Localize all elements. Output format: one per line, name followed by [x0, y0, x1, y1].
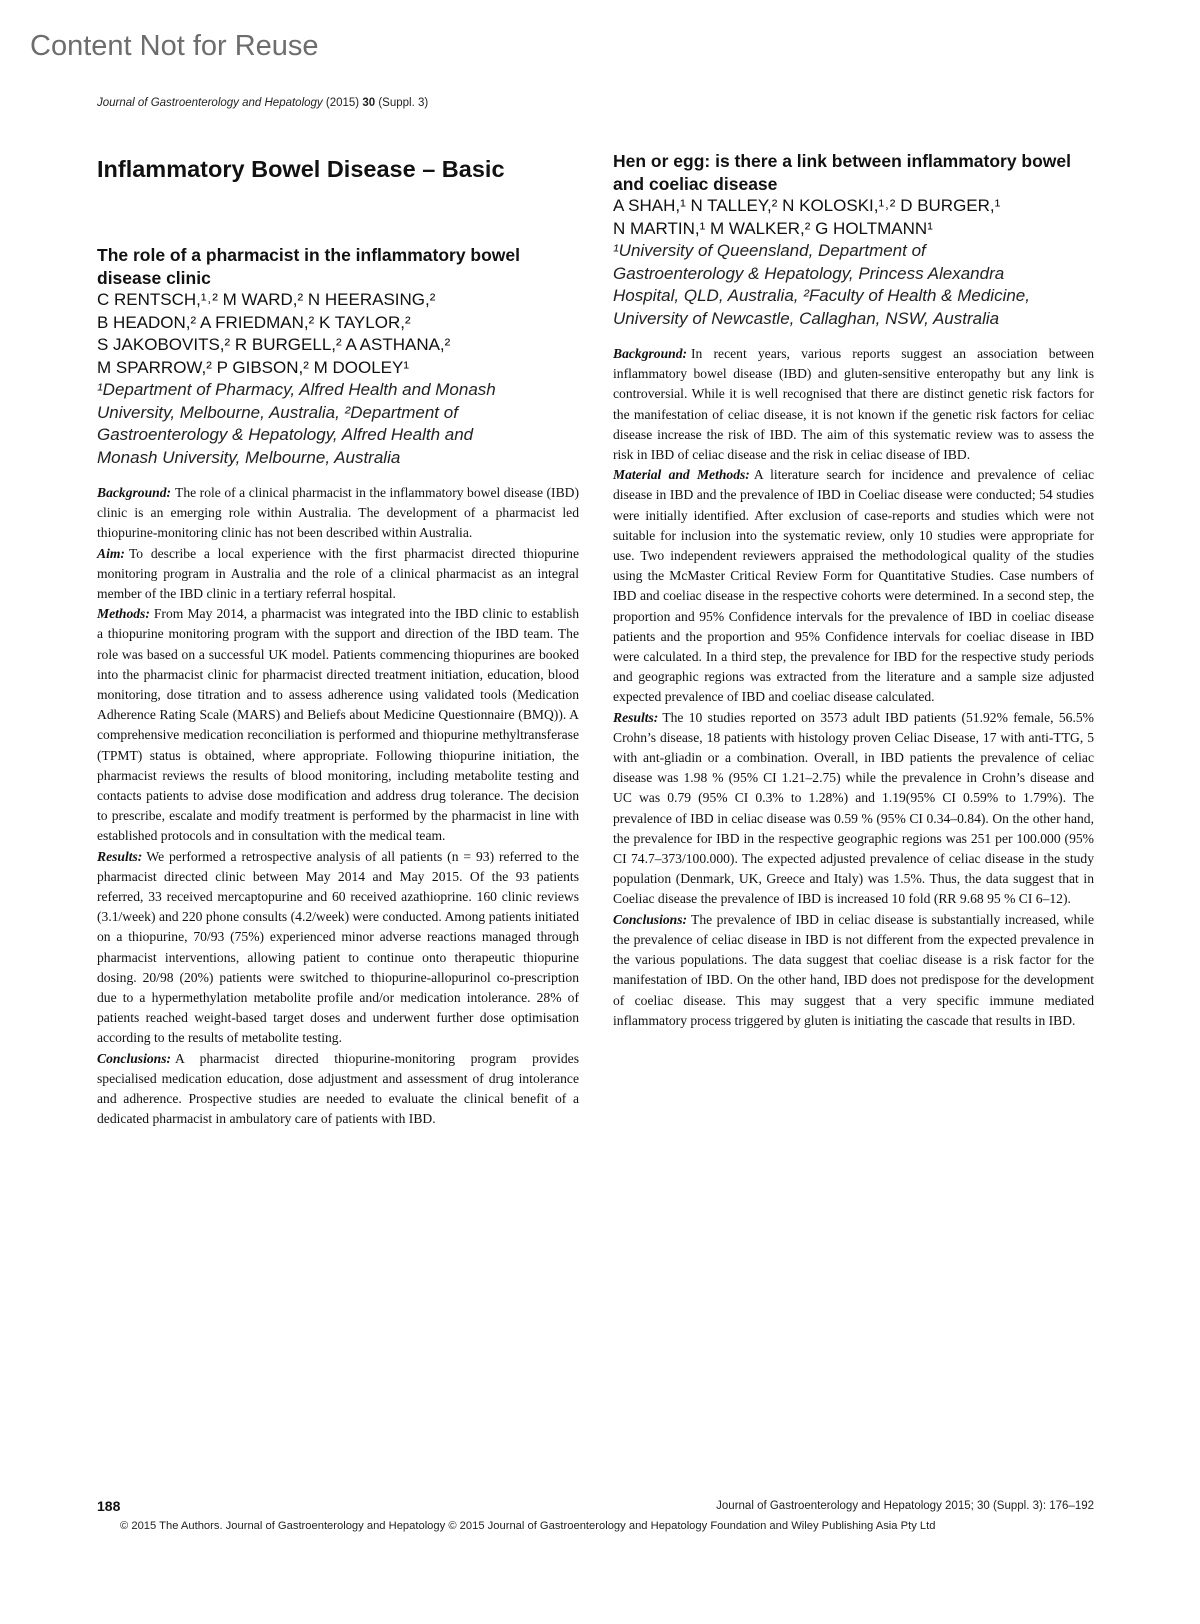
abstract-section-methods: [613, 465, 1094, 707]
section-text: We performed a retrospective analysis of all patients (n = 93) referred to the pharmacist directed clinic between May 2014 and May 2015. Of the 93 patients referred, 33 received mercaptopurine and 60 received azathioprine. 160 clinic reviews (3.1/week) and 220 phone consults (4.2/week) were conducted. Among patients initiated on a thiopurine, 70/93 (75%) experienced minor adverse reactions managed through pharmacist interventions, allowing patient to continue onto therapeutic thiopurine dosing. 20/98 (20%) patients were switched to thiopurine-allopurinol co-prescription due to a hypermethylation metabolite profile and/or medication intolerance. 28% of patients reached weight-based target doses and underwent further dose optimisation according to the results of metabolite testing.: [97, 848, 579, 1046]
running-head-volume: 30: [362, 97, 376, 109]
section-title: Inflammatory Bowel Disease – Basic: [97, 156, 505, 182]
section-text: The 10 studies reported on 3573 adult IBD patients (51.92% female, 56.5% Crohn’s disease, 18 patients with histology proven Celiac Disease, 17 with anti-TTG, 5 with ant-gliadin or a combination. Overall, in IBD patients the prevalence of celiac disease was 1.98 % (95% CI 1.21–2.75) while the prevalence in Crohn’s disease and UC was 0.79 (95% CI 0.3% to 1.28%) and 1.19(95% CI 0.59% to 1.79%). The prevalence of IBD in celiac disease was 0.59 % (95% CI 0.34–0.84). On the other hand, the prevalence for IBD in the respective geographic regions was 251 per 100.000 (95% CI 74.7–373/100.000). The expected adjusted prevalence of celiac disease in the study population (Denmark, UK, Greece and Italy) was 1.5%. Thus, the data suggest that in Coeliac disease the prevalence of IBD is increased 10 fold (RR 9.68 95 % CI 6–12).: [613, 709, 1094, 907]
abstract-section-conclusions: [97, 1049, 579, 1130]
section-text: The prevalence of IBD in celiac disease is substantially increased, while the prevalence of celiac disease in IBD is not different from the expected prevalence in the various populations. The data suggest that coeliac disease is a risk factor for the manifestation of IBD. On the other hand, IBD does not predispose for the development of coeliac disease. This may suggest that a very specific immune mediated inflammatory process triggered by gluten is initiating the cascade that results in IBD.: [613, 911, 1094, 1028]
section-label: Methods:: [97, 606, 150, 622]
section-text: To describe a local experience with the first pharmacist directed thiopurine monitoring program in Australia and the role of a clinical pharmacist as an integral member of the IBD clinic in a tertiary referral hospital.: [97, 545, 579, 602]
abstract-body: [97, 483, 579, 1130]
section-label: Background:: [613, 346, 688, 361]
section-label: Results:: [97, 848, 143, 864]
abstract-authors: C RENTSCH,¹˒² M WARD,² N HEERASING,² B HEADON,² A FRIEDMAN,² K TAYLOR,² S JAKOBOVITS,² R BURGELL,² A ASTHANA,² M SPARROW,² P GIBSON,² M DOOLEY¹: [97, 290, 451, 377]
abstract-section-conclusions: [613, 910, 1094, 1031]
section-text: The role of a clinical pharmacist in the inflammatory bowel disease (IBD) clinic is an emerging role within Australia. The development of a pharmacist led thiopurine-monitoring clinic has not been described within Australia.: [97, 485, 579, 541]
abstract-section-background: [97, 483, 579, 544]
abstract-coeliac: [613, 150, 1094, 1031]
section-label: Results:: [613, 709, 659, 725]
running-head-year: (2015): [325, 97, 360, 109]
abstract-section-results: [613, 708, 1094, 910]
abstract-section-aim: [97, 544, 579, 605]
abstract-body: [613, 344, 1094, 1031]
left-column: [97, 150, 579, 1130]
section-label: Conclusions:: [97, 1050, 172, 1066]
section-text: In recent years, various reports suggest an association between inflammatory bowel disease (IBD) and gluten-sensitive enteropathy but any link is controversial. While it is well recognised that there are distinct genetic risk factors for the manifestation of celiac disease, it is not known if the genetic risk factors for celiac disease increase the risk of IBD. The aim of this systematic review was to assess the risk in IBD of celiac disease and the risk in celiac disease of IBD.: [613, 346, 1094, 463]
footer-copyright: © 2015 The Authors. Journal of Gastroenterology and Hepatology © 2015 Journal of Gastroenterology and Hepatology Foundation and Wiley Publishing Asia Pty Ltd: [120, 1520, 936, 1532]
abstract-title: The role of a pharmacist in the inflammatory bowel disease clinic: [97, 245, 520, 288]
section-label: Conclusions:: [613, 911, 688, 927]
section-label: Background:: [97, 485, 172, 500]
watermark: Content Not for Reuse: [30, 30, 319, 62]
running-head: [97, 97, 428, 109]
abstract-section-background: [613, 344, 1094, 465]
right-column: [613, 150, 1094, 1031]
page-number: 188: [97, 1498, 121, 1514]
running-head-suppl: (Suppl. 3): [378, 97, 429, 109]
section-text: A pharmacist directed thiopurine-monitoring program provides specialised medication education, dose adjustment and assessment of drug intolerance and adherence. Prospective studies are needed to evaluate the clinical benefit of a dedicated pharmacist in ambulatory care of patients with IBD.: [97, 1050, 579, 1127]
section-text: A literature search for incidence and prevalence of celiac disease in IBD and the prevalence of IBD in Coeliac disease were conducted; 54 studies were initially identified. After exclusion of case-reports and studies which were not suitable for inclusion into the systematic review, only 10 studies were appropriate for use. Two independent reviewers appraised the methodological quality of the studies using the McMaster Critical Review Form for Quantitative Studies. Case numbers of IBD and coeliac disease in the respective cohorts were determined. In a second step, the proportion and 95% Confidence intervals for the prevalence of IBD in coeliac disease patients and the proportion and 95% Confidence intervals for coeliac disease in IBD were calculated. In a third step, the prevalence for IBD for the respective study periods and geographic regions was extracted from the literature and a sample size adjusted expected prevalence of IBD and coeliac disease calculated.: [613, 467, 1095, 705]
running-head-journal: Journal of Gastroenterology and Hepatology: [97, 97, 323, 109]
footer-citation: Journal of Gastroenterology and Hepatology 2015; 30 (Suppl. 3): 176–192: [716, 1500, 1094, 1512]
section-label: Aim:: [97, 545, 125, 561]
abstract-title: Hen or egg: is there a link between inflammatory bowel and coeliac disease: [613, 151, 1072, 194]
section-label: Material and Methods:: [613, 467, 750, 483]
section-text: From May 2014, a pharmacist was integrated into the IBD clinic to establish a thiopurine monitoring program with the support and direction of the IBD team. The role was based on a successful UK model. Patients commencing thiopurines are booked into the pharmacist clinic for pharmacist directed treatment initiation, education, blood monitoring, dose titration and to assess adherence using validated tools (Medication Adherence Rating Scale (MARS) and Beliefs about Medicine Questionnaire (BMQ)). A comprehensive medication reconciliation is performed and thiopurine methyltransferase (TPMT) status is obtained, where appropriate. Following thiopurine initiation, the pharmacist reviews the results of blood monitoring, including metabolite testing and contacts patients to advise dose modification and address drug tolerance. The decision to prescribe, escalate and modify treatment is performed by the pharmacist in line with established protocols and in consultation with the medical team.: [97, 606, 579, 844]
abstract-authors: A SHAH,¹ N TALLEY,² N KOLOSKI,¹˒² D BURGER,¹ N MARTIN,¹ M WALKER,² G HOLTMANN¹: [613, 196, 1001, 238]
abstract-section-results: [97, 847, 579, 1049]
abstract-section-methods: [97, 604, 579, 846]
abstract-affiliations: ¹Department of Pharmacy, Alfred Health and Monash University, Melbourne, Australia, ²Department of Gastroenterology & Hepatology, Alfred Health and Monash University, Melbourne, Australia: [97, 380, 496, 467]
abstract-affiliations: ¹University of Queensland, Department of Gastroenterology & Hepatology, Princess Alexandra Hospital, QLD, Australia, ²Faculty of Health & Medicine, University of Newcastle, Callaghan, NSW, Australia: [613, 241, 1030, 328]
abstract-pharmacist: [97, 244, 579, 1130]
